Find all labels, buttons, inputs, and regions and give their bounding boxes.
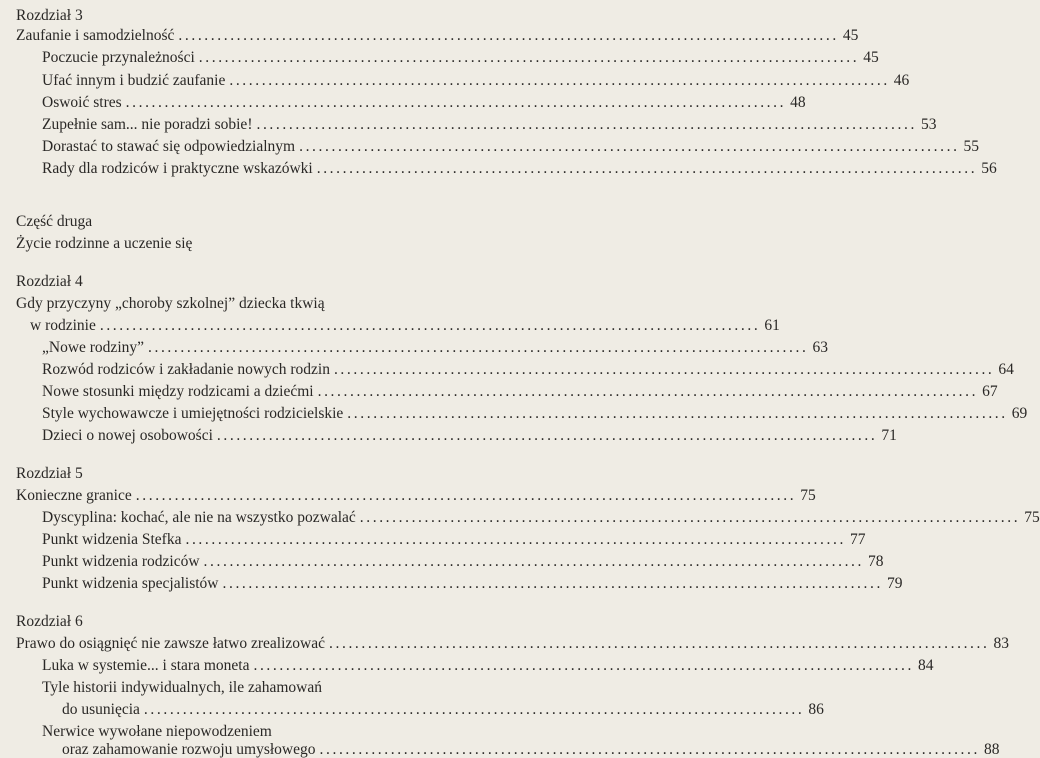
toc-entry-page: 75 bbox=[1024, 509, 1040, 526]
toc-entry bbox=[42, 405, 1028, 422]
dot-leader: ...................................................................................................... bbox=[203, 553, 864, 570]
dot-leader: ...................................................................................................... bbox=[317, 383, 979, 400]
toc-entry bbox=[42, 72, 910, 89]
toc-entry-label: Ufać innym i budzić zaufanie bbox=[42, 72, 226, 89]
chapter-5-heading: Rozdział 5 bbox=[16, 465, 83, 482]
toc-entry-page: 77 bbox=[849, 531, 866, 548]
toc-entry bbox=[42, 94, 806, 111]
chapter-6-heading: Rozdział 6 bbox=[16, 613, 83, 630]
toc-entry bbox=[42, 657, 934, 674]
toc-entry-page: 88 bbox=[983, 741, 1000, 758]
toc-entry bbox=[30, 317, 780, 334]
toc-entry-label-line1: Gdy przyczyny „choroby szkolnej” dziecka tkwią bbox=[16, 295, 325, 312]
toc-entry-label: Zupełnie sam... nie poradzi sobie! bbox=[42, 116, 253, 133]
toc-entry bbox=[42, 361, 1014, 378]
toc-entry-page: 83 bbox=[993, 635, 1009, 652]
dot-leader: ...................................................................................................... bbox=[359, 509, 1021, 526]
toc-entry-label: Style wychowawcze i umiejętności rodzicielskie bbox=[42, 405, 344, 422]
part-title: Życie rodzinne a uczenie się bbox=[16, 235, 193, 252]
toc-entry-page: 53 bbox=[920, 116, 937, 133]
toc-entry-label: w rodzinie bbox=[30, 317, 96, 334]
dot-leader: ...................................................................................................... bbox=[178, 27, 839, 44]
dot-leader: ...................................................................................................... bbox=[329, 635, 990, 652]
dot-leader: ...................................................................................................... bbox=[256, 116, 917, 133]
dot-leader: ...................................................................................................... bbox=[253, 657, 914, 674]
dot-leader: ...................................................................................................... bbox=[347, 405, 1008, 422]
toc-entry bbox=[42, 138, 980, 155]
toc-entry-label: Dorastać to stawać się odpowiedzialnym bbox=[42, 138, 296, 155]
dot-leader: ...................................................................................................... bbox=[229, 72, 890, 89]
toc-entry-label: Luka w systemie... i stara moneta bbox=[42, 657, 250, 674]
toc-entry-label: Nowe stosunki między rodzicami a dziećmi bbox=[42, 383, 314, 400]
chapter-4-heading: Rozdział 4 bbox=[16, 273, 83, 290]
toc-entry-label: „Nowe rodziny” bbox=[42, 339, 144, 356]
toc-entry-page: 75 bbox=[800, 487, 816, 504]
toc-entry bbox=[42, 116, 937, 133]
dot-leader: ...................................................................................................... bbox=[135, 487, 797, 504]
toc-entry-page: 55 bbox=[963, 138, 980, 155]
dot-leader: ...................................................................................................... bbox=[216, 427, 878, 444]
toc-entry bbox=[42, 160, 997, 177]
toc-entry-label: Poczucie przynależności bbox=[42, 49, 195, 66]
toc-entry-label: Punkt widzenia rodziców bbox=[42, 553, 200, 570]
toc-entry-page: 71 bbox=[881, 427, 897, 444]
dot-leader: ...................................................................................................... bbox=[125, 94, 787, 111]
toc-entry-page: 67 bbox=[982, 383, 998, 400]
toc-entry-label: oraz zahamowanie rozwoju umysłowego bbox=[62, 741, 316, 758]
toc-entry bbox=[42, 339, 828, 356]
toc-entry-page: 78 bbox=[868, 553, 884, 570]
toc-entry-label: Punkt widzenia specjalistów bbox=[42, 575, 219, 592]
toc-entry-page: 48 bbox=[790, 94, 806, 111]
toc-entry bbox=[42, 575, 903, 592]
toc-entry-page: 45 bbox=[842, 27, 859, 44]
toc-entry bbox=[16, 27, 859, 44]
toc-entry-label-line1: Nerwice wywołane niepowodzeniem bbox=[42, 723, 272, 740]
dot-leader: ...................................................................................................... bbox=[185, 531, 846, 548]
toc-entry-label-line1: Tyle historii indywidualnych, ile zahamowań bbox=[42, 679, 322, 696]
dot-leader: ...................................................................................................... bbox=[316, 160, 978, 177]
part-heading: Część druga bbox=[16, 213, 93, 230]
dot-leader: ...................................................................................................... bbox=[198, 49, 860, 66]
chapter-3-heading: Rozdział 3 bbox=[16, 7, 83, 24]
toc-entry-page: 64 bbox=[998, 361, 1014, 378]
toc-entry bbox=[42, 49, 879, 66]
toc-entry-page: 45 bbox=[863, 49, 879, 66]
toc-entry-page: 69 bbox=[1011, 405, 1028, 422]
toc-entry bbox=[42, 531, 866, 548]
dot-leader: ...................................................................................................... bbox=[148, 339, 809, 356]
toc-entry-label: Rozwód rodziców i zakładanie nowych rodzin bbox=[42, 361, 330, 378]
toc-entry-page: 61 bbox=[764, 317, 780, 334]
dot-leader: ...................................................................................................... bbox=[299, 138, 960, 155]
toc-entry-page: 86 bbox=[808, 701, 824, 718]
dot-leader: ...................................................................................................... bbox=[333, 361, 995, 378]
dot-leader: ...................................................................................................... bbox=[99, 317, 761, 334]
toc-entry bbox=[42, 509, 1040, 526]
toc-entry-label: Prawo do osiągnięć nie zawsze łatwo zrealizować bbox=[16, 635, 326, 652]
toc-entry-label: Zaufanie i samodzielność bbox=[16, 27, 175, 44]
toc-entry bbox=[62, 741, 1000, 758]
toc-entry-page: 84 bbox=[917, 657, 934, 674]
dot-leader: ...................................................................................................... bbox=[319, 741, 980, 758]
toc-entry bbox=[16, 487, 816, 504]
toc-entry bbox=[42, 383, 998, 400]
toc-entry-page: 56 bbox=[981, 160, 997, 177]
toc-entry bbox=[16, 635, 1009, 652]
toc-entry bbox=[42, 427, 897, 444]
toc-entry-label: Oswoić stres bbox=[42, 94, 122, 111]
toc-entry-label: do usunięcia bbox=[62, 701, 140, 718]
toc-entry bbox=[42, 553, 884, 570]
toc-entry-label: Rady dla rodziców i praktyczne wskazówki bbox=[42, 160, 313, 177]
toc-entry-page: 63 bbox=[812, 339, 828, 356]
toc-entry-label: Punkt widzenia Stefka bbox=[42, 531, 182, 548]
toc-entry-page: 46 bbox=[893, 72, 910, 89]
toc-entry-label: Konieczne granice bbox=[16, 487, 132, 504]
dot-leader: ...................................................................................................... bbox=[222, 575, 883, 592]
toc-entry-label: Dyscyplina: kochać, ale nie na wszystko pozwalać bbox=[42, 509, 356, 526]
toc-entry-label: Dzieci o nowej osobowości bbox=[42, 427, 213, 444]
toc-entry-page: 79 bbox=[886, 575, 903, 592]
toc-entry bbox=[62, 701, 824, 718]
dot-leader: ...................................................................................................... bbox=[143, 701, 805, 718]
